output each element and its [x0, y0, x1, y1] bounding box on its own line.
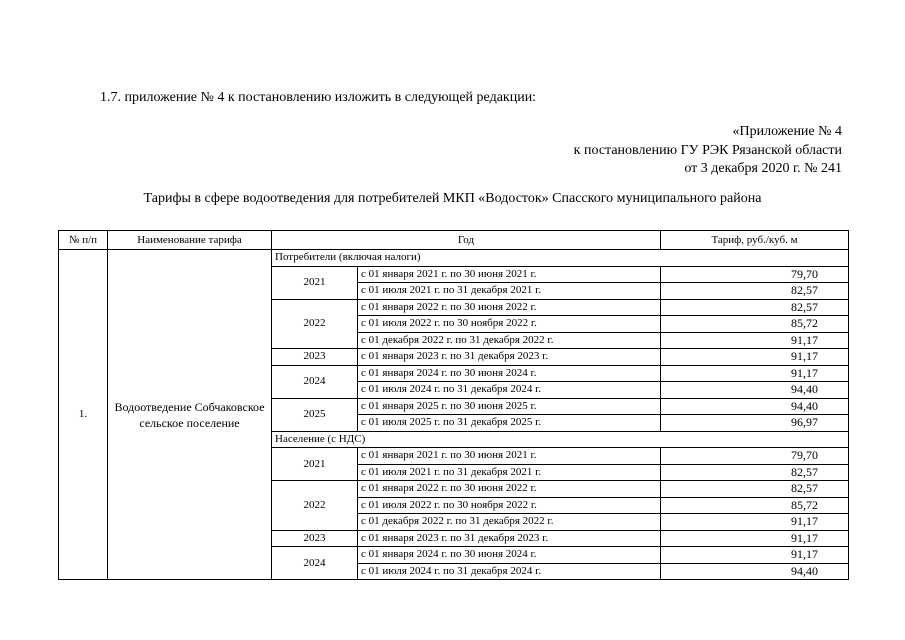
tariff-value: 82,57 [661, 481, 849, 498]
year-cell: 2023 [272, 349, 358, 366]
tariff-value: 94,40 [661, 563, 849, 580]
tariff-value: 91,17 [661, 547, 849, 564]
year-cell: 2024 [272, 547, 358, 580]
period-cell: с 01 июля 2022 г. по 30 ноября 2022 г. [358, 316, 661, 333]
period-cell: с 01 июля 2024 г. по 31 декабря 2024 г. [358, 563, 661, 580]
tariff-value: 82,57 [661, 464, 849, 481]
year-cell: 2025 [272, 398, 358, 431]
period-cell: с 01 января 2023 г. по 31 декабря 2023 г. [358, 530, 661, 547]
header-num: № п/п [59, 231, 108, 250]
period-cell: с 01 июля 2024 г. по 31 декабря 2024 г. [358, 382, 661, 399]
period-cell: с 01 декабря 2022 г. по 31 декабря 2022 г. [358, 514, 661, 531]
year-cell: 2024 [272, 365, 358, 398]
period-cell: с 01 декабря 2022 г. по 31 декабря 2022 г. [358, 332, 661, 349]
header-year: Год [272, 231, 661, 250]
row-number: 1. [59, 250, 108, 580]
tariff-value: 79,70 [661, 448, 849, 465]
year-cell: 2021 [272, 266, 358, 299]
header-tariff: Тариф, руб./куб. м [661, 231, 849, 250]
year-cell: 2022 [272, 299, 358, 349]
appendix-reference [574, 123, 842, 179]
appendix-line-1: «Приложение № 4 [732, 124, 842, 139]
period-cell: с 01 января 2021 г. по 30 июня 2021 г. [358, 266, 661, 283]
tariff-value: 94,40 [661, 382, 849, 399]
tariff-name: Водоотведение Собчаковское сельское поселение [108, 250, 272, 580]
tariff-value: 91,17 [661, 349, 849, 366]
tariff-value: 85,72 [661, 497, 849, 514]
year-cell: 2023 [272, 530, 358, 547]
table-header-row [59, 231, 849, 250]
year-cell: 2022 [272, 481, 358, 531]
tariff-value: 94,40 [661, 398, 849, 415]
period-cell: с 01 июля 2025 г. по 31 декабря 2025 г. [358, 415, 661, 432]
tariff-value: 91,17 [661, 365, 849, 382]
year-cell: 2021 [272, 448, 358, 481]
appendix-line-3: от 3 декабря 2020 г. № 241 [684, 161, 842, 176]
period-cell: с 01 января 2022 г. по 30 июня 2022 г. [358, 481, 661, 498]
intro-paragraph: 1.7. приложение № 4 к постановлению изложить в следующей редакции: [100, 90, 537, 105]
tariff-value: 91,17 [661, 514, 849, 531]
table-body [59, 250, 849, 580]
document-title: Тарифы в сфере водоотведения для потребителей МКП «Водосток» Спасского муниципального района [143, 191, 762, 206]
tariff-value: 91,17 [661, 530, 849, 547]
period-cell: с 01 января 2023 г. по 31 декабря 2023 г. [358, 349, 661, 366]
tariff-table [58, 230, 849, 580]
section-row [59, 250, 849, 267]
period-cell: с 01 января 2025 г. по 30 июня 2025 г. [358, 398, 661, 415]
period-cell: с 01 января 2021 г. по 30 июня 2021 г. [358, 448, 661, 465]
tariff-value: 82,57 [661, 299, 849, 316]
appendix-line-2: к постановлению ГУ РЭК Рязанской области [573, 142, 842, 158]
period-cell: с 01 июля 2021 г. по 31 декабря 2021 г. [358, 283, 661, 300]
period-cell: с 01 января 2022 г. по 30 июня 2022 г. [358, 299, 661, 316]
tariff-value: 91,17 [661, 332, 849, 349]
consumer-category: Потребители (включая налоги) [272, 250, 849, 267]
tariff-value: 82,57 [661, 283, 849, 300]
period-cell: с 01 января 2024 г. по 30 июня 2024 г. [358, 365, 661, 382]
period-cell: с 01 июля 2022 г. по 30 ноября 2022 г. [358, 497, 661, 514]
tariff-value: 79,70 [661, 266, 849, 283]
tariff-value: 96,97 [661, 415, 849, 432]
consumer-category: Население (с НДС) [272, 431, 849, 448]
period-cell: с 01 января 2024 г. по 30 июня 2024 г. [358, 547, 661, 564]
header-name: Наименование тарифа [108, 231, 272, 250]
period-cell: с 01 июля 2021 г. по 31 декабря 2021 г. [358, 464, 661, 481]
tariff-value: 85,72 [661, 316, 849, 333]
